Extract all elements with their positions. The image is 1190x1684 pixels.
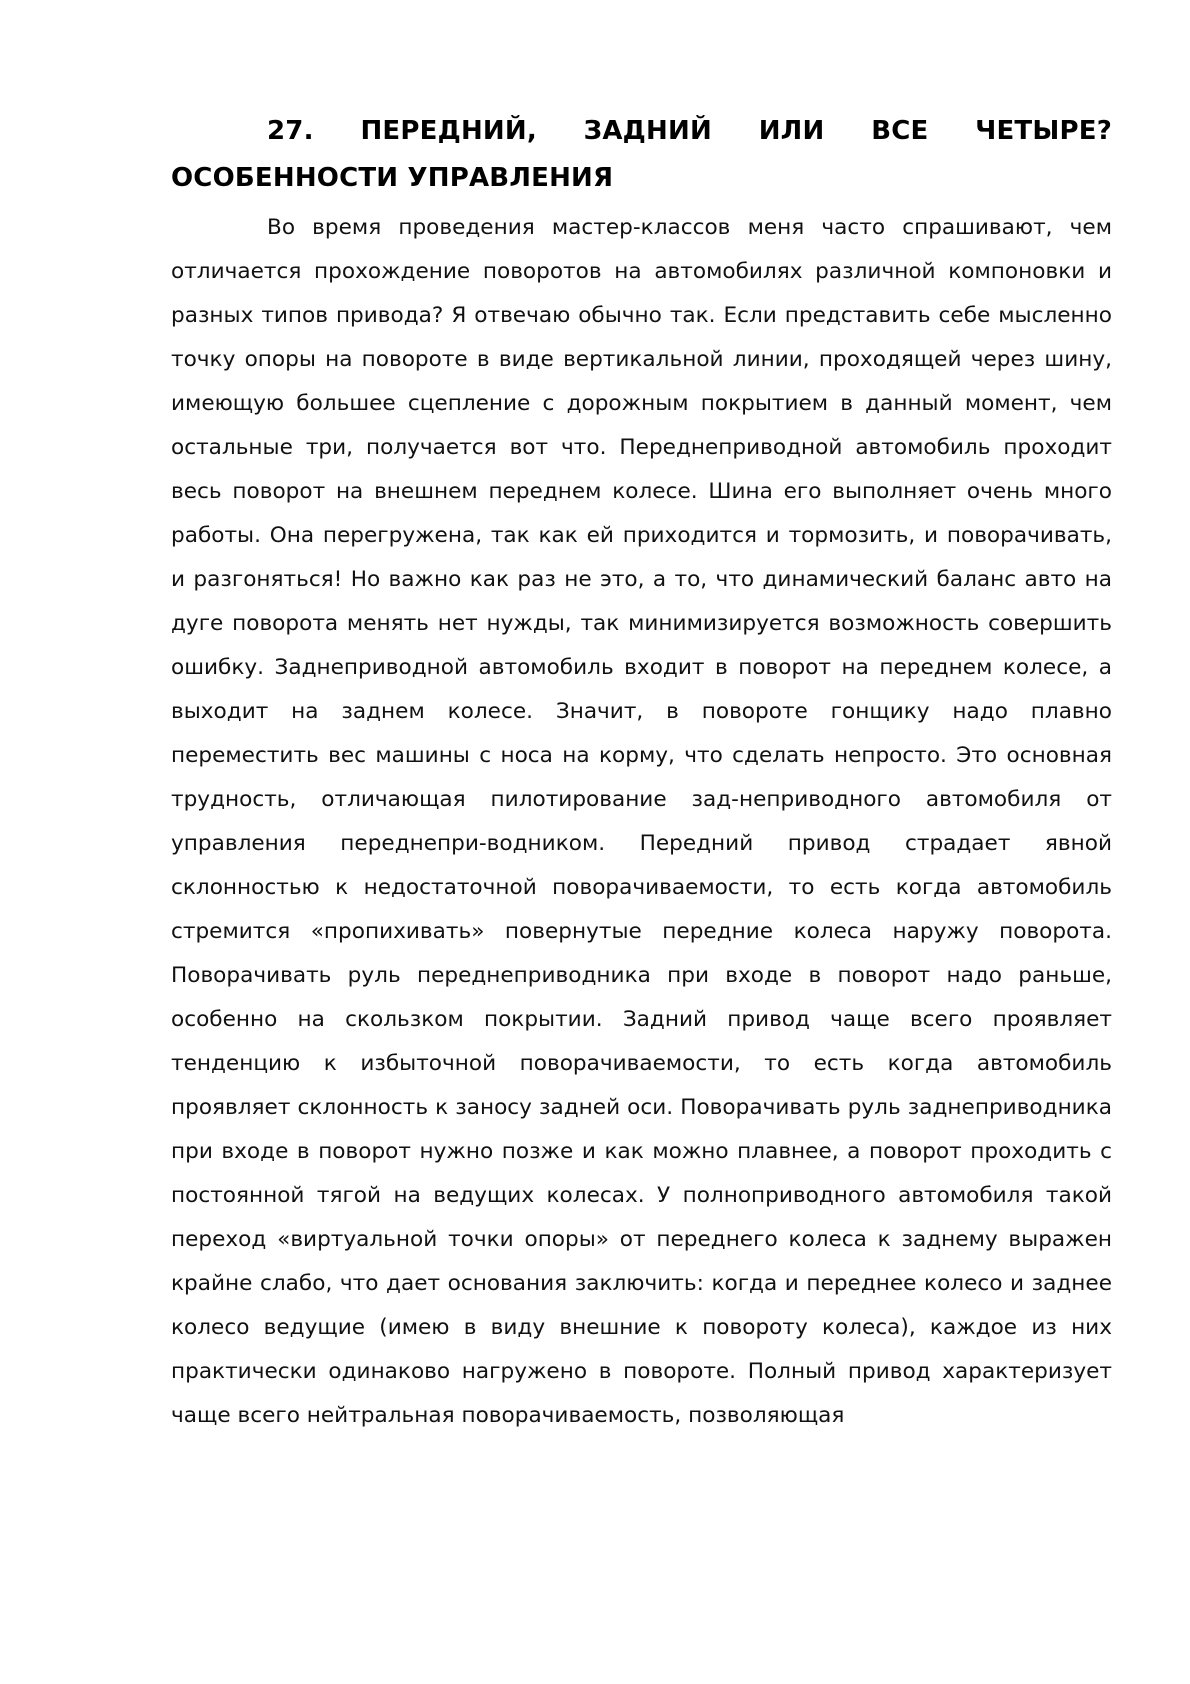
page-content (171, 108, 1112, 1438)
chapter-heading: 27. ПЕРЕДНИЙ, ЗАДНИЙ ИЛИ ВСЕ ЧЕТЫРЕ? ОСОБЕННОСТИ УПРАВЛЕНИЯ (171, 116, 1112, 193)
body-paragraph: Во время проведения мастер-классов меня часто спрашивают, чем отличается прохождение поворотов на автомобилях различной компоновки и разных типов привода? Я отвечаю обычно так. Если представить себе мысленно точку опоры на повороте в виде вертикальной линии, проходящей через шину, имеющую большее сцепление с дорожным покрытием в данный момент, чем остальные три, получается вот что. Переднеприводной автомобиль проходит весь поворот на внешнем переднем колесе. Шина его выполняет очень много работы. Она перегружена, так как ей приходится и тормозить, и поворачивать, и разгоняться! Но важно как раз не это, а то, что динамический баланс авто на дуге поворота менять нет нужды, так минимизируется возможность совершить ошибку. Заднеприводной автомобиль входит в поворот на переднем колесе, а выходит на заднем колесе. Значит, в повороте гонщику надо плавно переместить вес машины с носа на корму, что сделать непросто. Это основная трудность, отличающая пилотирование зад-неприводного автомобиля от управления переднепри-водником. Передний привод страдает явной склонностью к недостаточной поворачиваемости, то есть когда автомобиль стремится «пропихивать» повернутые передние колеса наружу поворота. Поворачивать руль переднеприводника при входе в поворот надо раньше, особенно на скользком покрытии. Задний привод чаще всего проявляет тенденцию к избыточной поворачиваемости, то есть когда автомобиль проявляет склонность к заносу задней оси. Поворачивать руль заднеприводника при входе в поворот нужно позже и как можно плавнее, а поворот проходить с постоянной тягой на ведущих колесах. У полноприводного автомобиля такой переход «виртуальной точки опоры» от переднего колеса к заднему выражен крайне слабо, что дает основания заключить: когда и переднее колесо и заднее колесо ведущие (имею в виду внешние к повороту колеса), каждое из них практически одинаково нагружено в повороте. Полный привод характеризует чаще всего нейтральная поворачиваемость, позволяющая (171, 215, 1112, 1428)
